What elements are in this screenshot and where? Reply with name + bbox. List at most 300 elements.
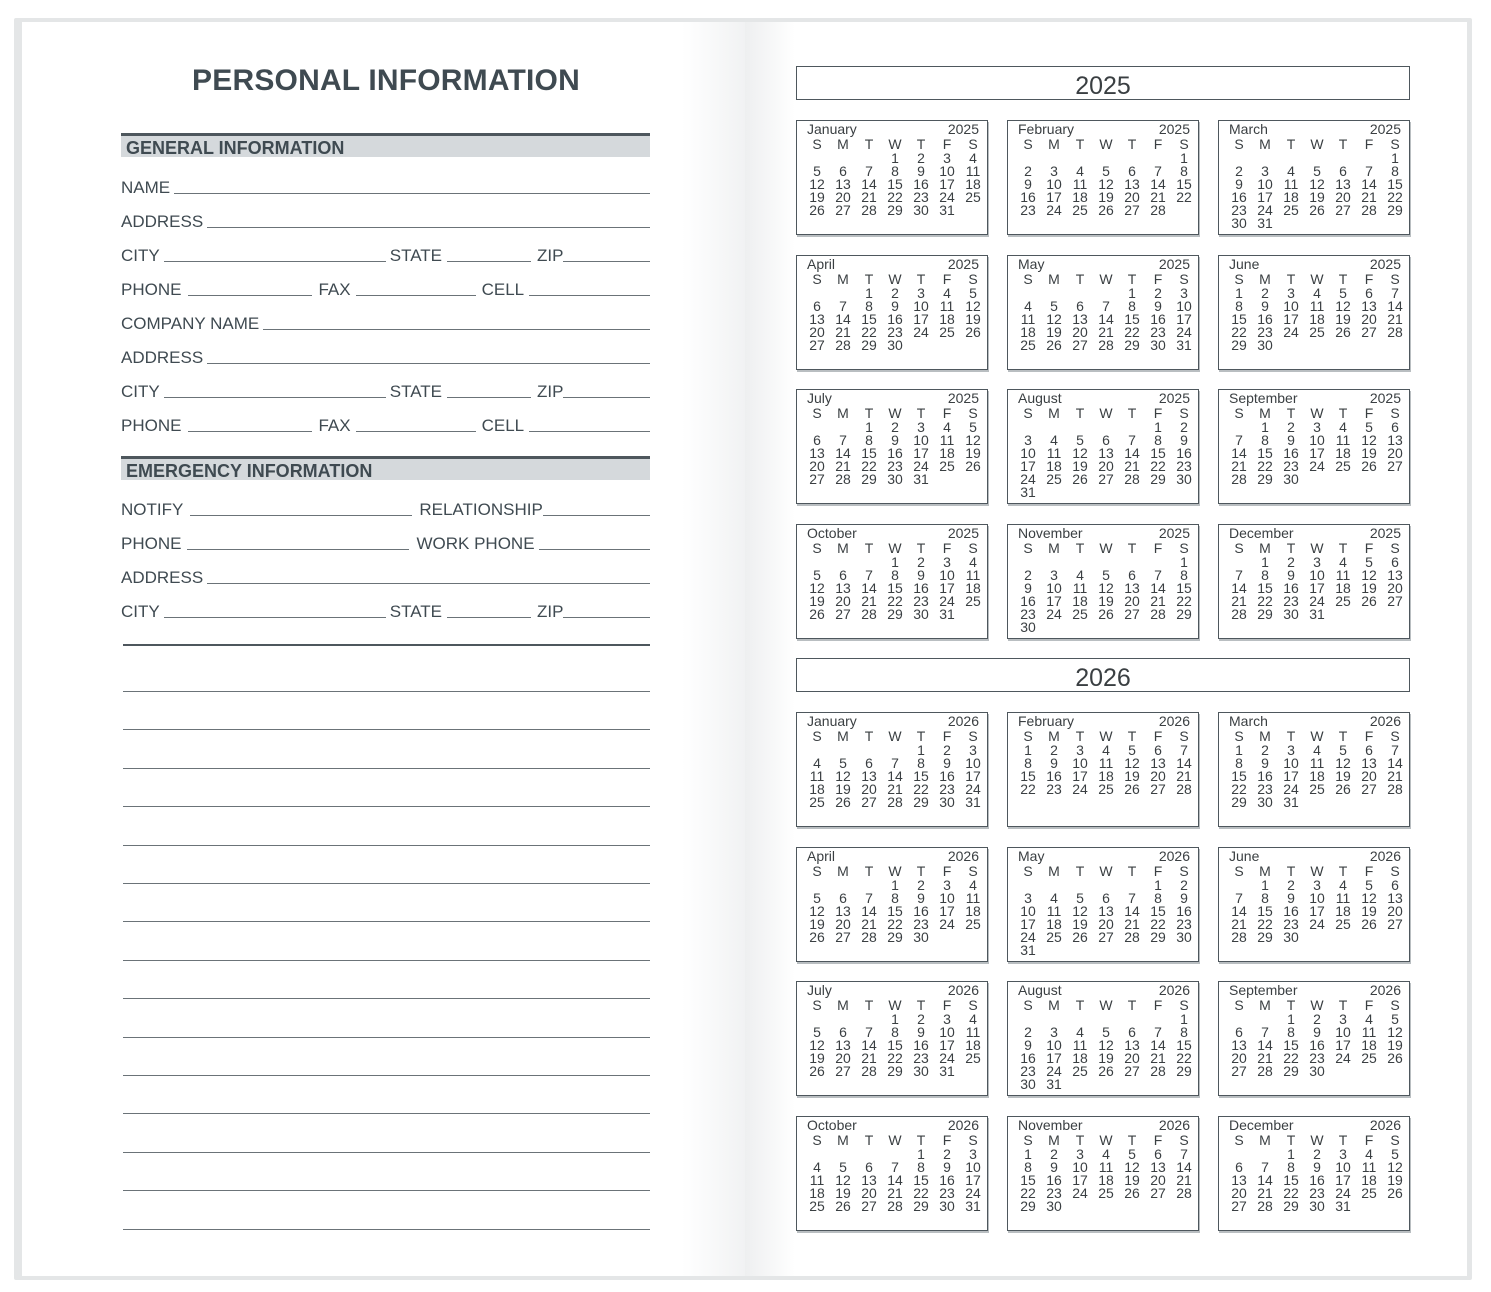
day-number: 7 xyxy=(1180,742,1188,758)
day-number: 7 xyxy=(1261,1024,1269,1040)
day-number: 13 xyxy=(1361,755,1377,771)
month-year: 2026 xyxy=(1158,713,1190,729)
note-line[interactable] xyxy=(123,691,650,692)
day-number: 16 xyxy=(913,176,929,192)
note-line[interactable] xyxy=(123,1075,650,1076)
city-line[interactable] xyxy=(164,396,386,398)
day-number: 30 xyxy=(1176,928,1192,945)
day-number: 16 xyxy=(1283,902,1299,919)
day-number: 27 xyxy=(1098,928,1114,945)
day-number: 4 xyxy=(1287,163,1295,179)
day-number: 20 xyxy=(1335,189,1351,205)
day-number: 29 xyxy=(887,202,903,218)
notify-line[interactable] xyxy=(190,514,412,516)
day-number: 6 xyxy=(1076,297,1084,314)
name-line[interactable] xyxy=(174,192,650,194)
day-number: 9 xyxy=(1313,1158,1321,1175)
phone-line[interactable] xyxy=(188,430,312,432)
day-number: 23 xyxy=(1020,605,1036,622)
state-line[interactable] xyxy=(447,260,531,262)
day-number: 20 xyxy=(1231,1184,1247,1201)
day-number: 26 xyxy=(809,202,825,218)
day-number: 10 xyxy=(1335,1024,1351,1040)
day-number: 19 xyxy=(1309,189,1325,205)
day-number: 9 xyxy=(917,163,925,179)
month-calendar-april-2025 xyxy=(796,255,988,370)
day-number: 17 xyxy=(1176,310,1192,327)
day-number: 5 xyxy=(1391,1145,1399,1162)
day-number: 29 xyxy=(913,794,929,810)
day-number: 9 xyxy=(1180,432,1188,448)
month-year: 2025 xyxy=(1158,121,1190,137)
emergency-city-state-zip-row xyxy=(121,598,650,624)
day-number: 13 xyxy=(1231,1037,1247,1053)
day-number: 7 xyxy=(1261,1158,1269,1175)
day-number: 13 xyxy=(835,579,851,596)
day-number: 22 xyxy=(1283,1184,1299,1201)
day-number: 3 xyxy=(1050,1024,1058,1040)
weekday-header: W xyxy=(1099,728,1113,744)
weekday-header: M xyxy=(1259,405,1271,421)
day-number: 7 xyxy=(1391,284,1399,301)
day-number: 5 xyxy=(1339,284,1347,301)
weekday-header: T xyxy=(1127,405,1137,421)
day-number: 23 xyxy=(887,323,903,340)
emergency-address-line[interactable] xyxy=(207,582,650,584)
day-number: 28 xyxy=(861,928,877,945)
day-number: 7 xyxy=(1235,566,1243,583)
day-number: 12 xyxy=(1335,297,1351,314)
month-calendar-june-2025 xyxy=(1218,255,1410,370)
day-number: 7 xyxy=(1128,889,1136,906)
day-number: 12 xyxy=(1361,566,1377,583)
day-number: 20 xyxy=(835,915,851,932)
day-number: 27 xyxy=(861,794,877,810)
weekday-header: M xyxy=(1048,862,1060,879)
day-number: 22 xyxy=(1176,189,1192,205)
day-number: 17 xyxy=(965,1171,981,1188)
weekday-header: S xyxy=(1179,136,1189,152)
day-number: 12 xyxy=(1124,755,1140,771)
day-number: 22 xyxy=(1150,458,1166,474)
day-number: 29 xyxy=(1257,928,1273,945)
day-number: 29 xyxy=(1150,928,1166,945)
day-number: 3 xyxy=(969,1145,977,1162)
work-phone-line[interactable] xyxy=(539,548,650,550)
day-number: 27 xyxy=(1335,202,1351,218)
weekday-header: T xyxy=(1127,270,1137,287)
day-number: 17 xyxy=(939,902,955,919)
address-label: ADDRESS xyxy=(121,348,204,367)
day-number: 6 xyxy=(839,889,847,906)
day-number: 10 xyxy=(939,163,955,179)
day-number: 4 xyxy=(969,150,977,166)
weekday-header: T xyxy=(1338,539,1348,556)
day-number: 24 xyxy=(1020,928,1036,945)
day-number: 6 xyxy=(865,755,873,771)
cell-line[interactable] xyxy=(529,430,650,432)
day-number: 19 xyxy=(1124,768,1140,784)
weekday-header: F xyxy=(1153,1131,1163,1148)
weekday-header: S xyxy=(1023,136,1033,152)
day-number: 27 xyxy=(1361,781,1377,797)
month-name: August xyxy=(1018,390,1062,406)
zip-line[interactable] xyxy=(563,396,650,398)
day-number: 23 xyxy=(1309,1184,1325,1201)
day-number: 24 xyxy=(1257,202,1273,218)
day-number: 4 xyxy=(1339,553,1347,570)
day-number: 9 xyxy=(1180,889,1188,906)
day-number: 27 xyxy=(1231,1197,1247,1214)
day-number: 12 xyxy=(1124,1158,1140,1175)
day-number: 29 xyxy=(887,605,903,622)
month-year: 2026 xyxy=(1369,982,1401,998)
relationship-line[interactable] xyxy=(543,514,650,516)
day-number: 23 xyxy=(1309,1050,1325,1066)
day-number: 31 xyxy=(1020,941,1036,958)
weekday-header: S xyxy=(1234,997,1244,1013)
note-line[interactable] xyxy=(123,1113,650,1114)
day-number: 21 xyxy=(861,915,877,932)
day-number: 31 xyxy=(1309,605,1325,622)
day-number: 2 xyxy=(917,1011,925,1027)
month-name: February xyxy=(1018,713,1075,729)
day-number: 9 xyxy=(1261,755,1269,771)
day-number: 27 xyxy=(835,605,851,622)
note-line[interactable] xyxy=(123,1152,650,1153)
day-number: 11 xyxy=(1020,310,1036,327)
month-calendar-december-2026 xyxy=(1218,1116,1410,1231)
month-year: 2026 xyxy=(947,713,979,729)
fax-line[interactable] xyxy=(356,430,476,432)
day-number: 24 xyxy=(1020,471,1036,487)
weekday-header: S xyxy=(1234,1131,1244,1148)
day-number: 16 xyxy=(887,445,903,461)
day-number: 28 xyxy=(861,605,877,622)
day-number: 10 xyxy=(1072,1158,1088,1175)
month-name: November xyxy=(1018,1116,1083,1133)
day-number: 7 xyxy=(1154,163,1162,179)
day-number: 15 xyxy=(913,1171,929,1188)
day-number: 29 xyxy=(861,471,877,487)
day-number: 5 xyxy=(1365,876,1373,893)
weekday-header: M xyxy=(1259,728,1271,744)
day-number: 11 xyxy=(1361,1024,1377,1040)
day-number: 27 xyxy=(809,336,825,353)
company-phone-fax-cell-row xyxy=(121,412,650,438)
day-number: 10 xyxy=(1309,432,1325,448)
day-number: 25 xyxy=(1335,915,1351,932)
company-address-line[interactable] xyxy=(207,362,650,364)
day-number: 16 xyxy=(887,310,903,327)
day-number: 5 xyxy=(1076,889,1084,906)
day-number: 13 xyxy=(1231,1171,1247,1188)
month-name: July xyxy=(807,390,832,406)
day-number: 12 xyxy=(809,176,825,192)
day-number: 19 xyxy=(809,915,825,932)
day-number: 31 xyxy=(1283,794,1299,810)
day-number: 24 xyxy=(965,1184,981,1201)
day-number: 15 xyxy=(1124,310,1140,327)
day-number: 7 xyxy=(1154,566,1162,583)
day-number: 17 xyxy=(1309,445,1325,461)
day-number: 30 xyxy=(1176,471,1192,487)
day-number: 15 xyxy=(1283,1171,1299,1188)
day-number: 23 xyxy=(1283,592,1299,609)
note-line[interactable] xyxy=(123,960,650,961)
weekday-header: F xyxy=(942,405,952,421)
day-number: 16 xyxy=(1020,592,1036,609)
day-number: 22 xyxy=(1176,1050,1192,1066)
day-number: 3 xyxy=(1076,742,1084,758)
weekday-header: W xyxy=(888,997,902,1013)
weekday-header: S xyxy=(1023,997,1033,1013)
day-number: 8 xyxy=(1180,1024,1188,1040)
day-number: 3 xyxy=(1313,553,1321,570)
day-number: 18 xyxy=(1072,592,1088,609)
weekday-header: F xyxy=(1364,270,1374,287)
day-number: 18 xyxy=(1098,768,1114,784)
day-number: 19 xyxy=(809,592,825,609)
day-number: 20 xyxy=(1361,768,1377,784)
phone-line[interactable] xyxy=(187,548,409,550)
day-number: 6 xyxy=(839,566,847,583)
day-number: 13 xyxy=(1098,445,1114,461)
day-number: 25 xyxy=(1309,781,1325,797)
month-year: 2025 xyxy=(947,121,979,137)
day-number: 19 xyxy=(809,1050,825,1066)
day-number: 26 xyxy=(1361,458,1377,474)
day-number: 1 xyxy=(917,1145,925,1162)
weekday-header: W xyxy=(1099,136,1113,152)
day-number: 24 xyxy=(1283,323,1299,340)
note-line[interactable] xyxy=(123,998,650,999)
note-line[interactable] xyxy=(123,921,650,922)
month-calendar-may-2026 xyxy=(1007,847,1199,962)
day-number: 30 xyxy=(887,336,903,353)
day-number: 9 xyxy=(943,755,951,771)
month-year: 2025 xyxy=(1158,255,1190,272)
cell-line[interactable] xyxy=(529,294,650,296)
weekday-header: T xyxy=(864,539,874,556)
note-line[interactable] xyxy=(123,729,650,730)
company-name-line[interactable] xyxy=(263,328,650,330)
weekday-header: S xyxy=(1390,1131,1400,1148)
day-number: 5 xyxy=(1076,432,1084,448)
day-number: 16 xyxy=(939,768,955,784)
weekday-header: T xyxy=(1338,862,1348,879)
day-number: 8 xyxy=(1261,432,1269,448)
day-number: 20 xyxy=(1387,902,1403,919)
day-number: 25 xyxy=(1072,605,1088,622)
day-number: 24 xyxy=(1046,202,1062,218)
phone-label: PHONE xyxy=(121,280,182,299)
weekday-header: S xyxy=(812,997,822,1013)
day-number: 23 xyxy=(913,189,929,205)
weekday-header: M xyxy=(1048,997,1060,1013)
day-number: 6 xyxy=(1365,742,1373,758)
state-line[interactable] xyxy=(447,396,531,398)
city-line[interactable] xyxy=(164,260,386,262)
day-number: 12 xyxy=(1335,755,1351,771)
day-number: 17 xyxy=(965,768,981,784)
note-line[interactable] xyxy=(123,883,650,884)
day-number: 12 xyxy=(809,1037,825,1053)
day-number: 26 xyxy=(1072,471,1088,487)
month-name: February xyxy=(1018,121,1075,137)
day-number: 6 xyxy=(1235,1158,1243,1175)
day-number: 9 xyxy=(891,297,899,314)
zip-line[interactable] xyxy=(563,616,650,618)
day-number: 10 xyxy=(1283,755,1299,771)
note-line[interactable] xyxy=(123,768,650,769)
day-number: 13 xyxy=(1387,432,1403,448)
weekday-header: T xyxy=(864,1131,874,1148)
day-number: 22 xyxy=(1020,781,1036,797)
day-number: 3 xyxy=(1287,742,1295,758)
day-number: 26 xyxy=(965,323,981,340)
day-number: 16 xyxy=(1020,1050,1036,1066)
day-number: 16 xyxy=(913,1037,929,1053)
day-number: 19 xyxy=(1335,310,1351,327)
month-name: June xyxy=(1229,847,1260,864)
month-calendar-september-2026 xyxy=(1218,981,1410,1096)
day-number: 15 xyxy=(1257,902,1273,919)
year-heading: 2025 xyxy=(796,66,1410,100)
company-name-label: COMPANY NAME xyxy=(121,314,260,333)
weekday-header: T xyxy=(916,539,926,556)
day-number: 7 xyxy=(865,163,873,179)
day-number: 11 xyxy=(1046,445,1062,461)
day-number: 14 xyxy=(835,445,851,461)
day-number: 10 xyxy=(1046,1037,1062,1053)
month-calendar-july-2025 xyxy=(796,389,988,504)
day-number: 1 xyxy=(865,284,873,301)
month-calendar-october-2025 xyxy=(796,524,988,639)
weekday-header: S xyxy=(968,997,978,1013)
day-number: 23 xyxy=(1176,458,1192,474)
day-number: 27 xyxy=(1361,323,1377,340)
fax-line[interactable] xyxy=(356,294,476,296)
day-number: 7 xyxy=(1391,742,1399,758)
state-line[interactable] xyxy=(447,616,531,618)
day-number: 21 xyxy=(1150,1050,1166,1066)
day-number: 27 xyxy=(1124,1063,1140,1079)
month-year: 2026 xyxy=(1369,1116,1401,1133)
day-number: 10 xyxy=(1020,445,1036,461)
city-line[interactable] xyxy=(164,616,386,618)
weekday-header: W xyxy=(888,539,902,556)
note-line[interactable] xyxy=(123,1190,650,1191)
day-number: 31 xyxy=(939,1063,955,1079)
weekday-header: T xyxy=(916,728,926,744)
day-number: 17 xyxy=(939,176,955,192)
day-number: 2 xyxy=(1261,742,1269,758)
weekday-header: W xyxy=(888,728,902,744)
day-number: 20 xyxy=(1387,579,1403,596)
weekday-header: T xyxy=(1286,270,1296,287)
day-number: 22 xyxy=(1283,1050,1299,1066)
day-number: 23 xyxy=(939,1184,955,1201)
day-number: 2 xyxy=(943,742,951,758)
day-number: 1 xyxy=(1180,553,1188,570)
day-number: 26 xyxy=(835,1197,851,1214)
weekday-header: S xyxy=(968,539,978,556)
day-number: 25 xyxy=(1335,458,1351,474)
day-number: 20 xyxy=(1150,768,1166,784)
day-number: 26 xyxy=(1098,605,1114,622)
day-number: 30 xyxy=(1309,1063,1325,1079)
day-number: 6 xyxy=(839,163,847,179)
day-number: 17 xyxy=(1046,592,1062,609)
day-number: 28 xyxy=(1257,1063,1273,1079)
day-number: 4 xyxy=(969,876,977,893)
month-year: 2025 xyxy=(947,524,979,541)
day-number: 26 xyxy=(1124,1184,1140,1201)
month-name: May xyxy=(1018,255,1045,272)
weekday-header: M xyxy=(837,997,849,1013)
day-number: 23 xyxy=(1257,781,1273,797)
address-line[interactable] xyxy=(207,226,650,228)
day-number: 16 xyxy=(1309,1171,1325,1188)
month-calendar-april-2026 xyxy=(796,847,988,962)
weekday-header: F xyxy=(1153,136,1163,152)
weekday-header: T xyxy=(916,997,926,1013)
day-number: 10 xyxy=(965,755,981,771)
day-number: 1 xyxy=(891,1011,899,1027)
day-number: 15 xyxy=(913,768,929,784)
day-number: 13 xyxy=(1098,902,1114,919)
day-number: 3 xyxy=(1313,419,1321,435)
day-number: 13 xyxy=(1124,579,1140,596)
day-number: 25 xyxy=(1046,928,1062,945)
month-name: April xyxy=(807,255,836,272)
note-line[interactable] xyxy=(123,845,650,846)
day-number: 15 xyxy=(887,579,903,596)
note-line[interactable] xyxy=(123,1229,650,1230)
day-number: 19 xyxy=(1098,592,1114,609)
day-number: 12 xyxy=(835,1171,851,1188)
day-number: 21 xyxy=(1150,189,1166,205)
note-line[interactable] xyxy=(123,806,650,807)
day-number: 12 xyxy=(1072,445,1088,461)
day-number: 13 xyxy=(1124,1037,1140,1053)
notify-label: NOTIFY xyxy=(121,500,184,519)
day-number: 27 xyxy=(809,471,825,487)
day-number: 19 xyxy=(1335,768,1351,784)
month-year: 2025 xyxy=(947,255,979,272)
day-number: 1 xyxy=(1235,284,1243,301)
day-number: 18 xyxy=(1283,189,1299,205)
day-number: 10 xyxy=(1283,297,1299,314)
day-number: 10 xyxy=(913,432,929,448)
day-number: 18 xyxy=(965,176,981,192)
weekday-header: S xyxy=(968,862,978,879)
note-line[interactable] xyxy=(123,1037,650,1038)
day-number: 8 xyxy=(1154,432,1162,448)
month-year: 2025 xyxy=(947,390,979,406)
day-number: 1 xyxy=(1154,876,1162,893)
day-number: 18 xyxy=(809,781,825,797)
weekday-header: M xyxy=(1048,728,1060,744)
day-number: 28 xyxy=(861,1063,877,1079)
day-number: 24 xyxy=(939,915,955,932)
phone-line[interactable] xyxy=(188,294,312,296)
day-number: 1 xyxy=(1287,1145,1295,1162)
zip-line[interactable] xyxy=(563,260,650,262)
month-name: June xyxy=(1229,255,1260,272)
day-number: 7 xyxy=(891,755,899,771)
